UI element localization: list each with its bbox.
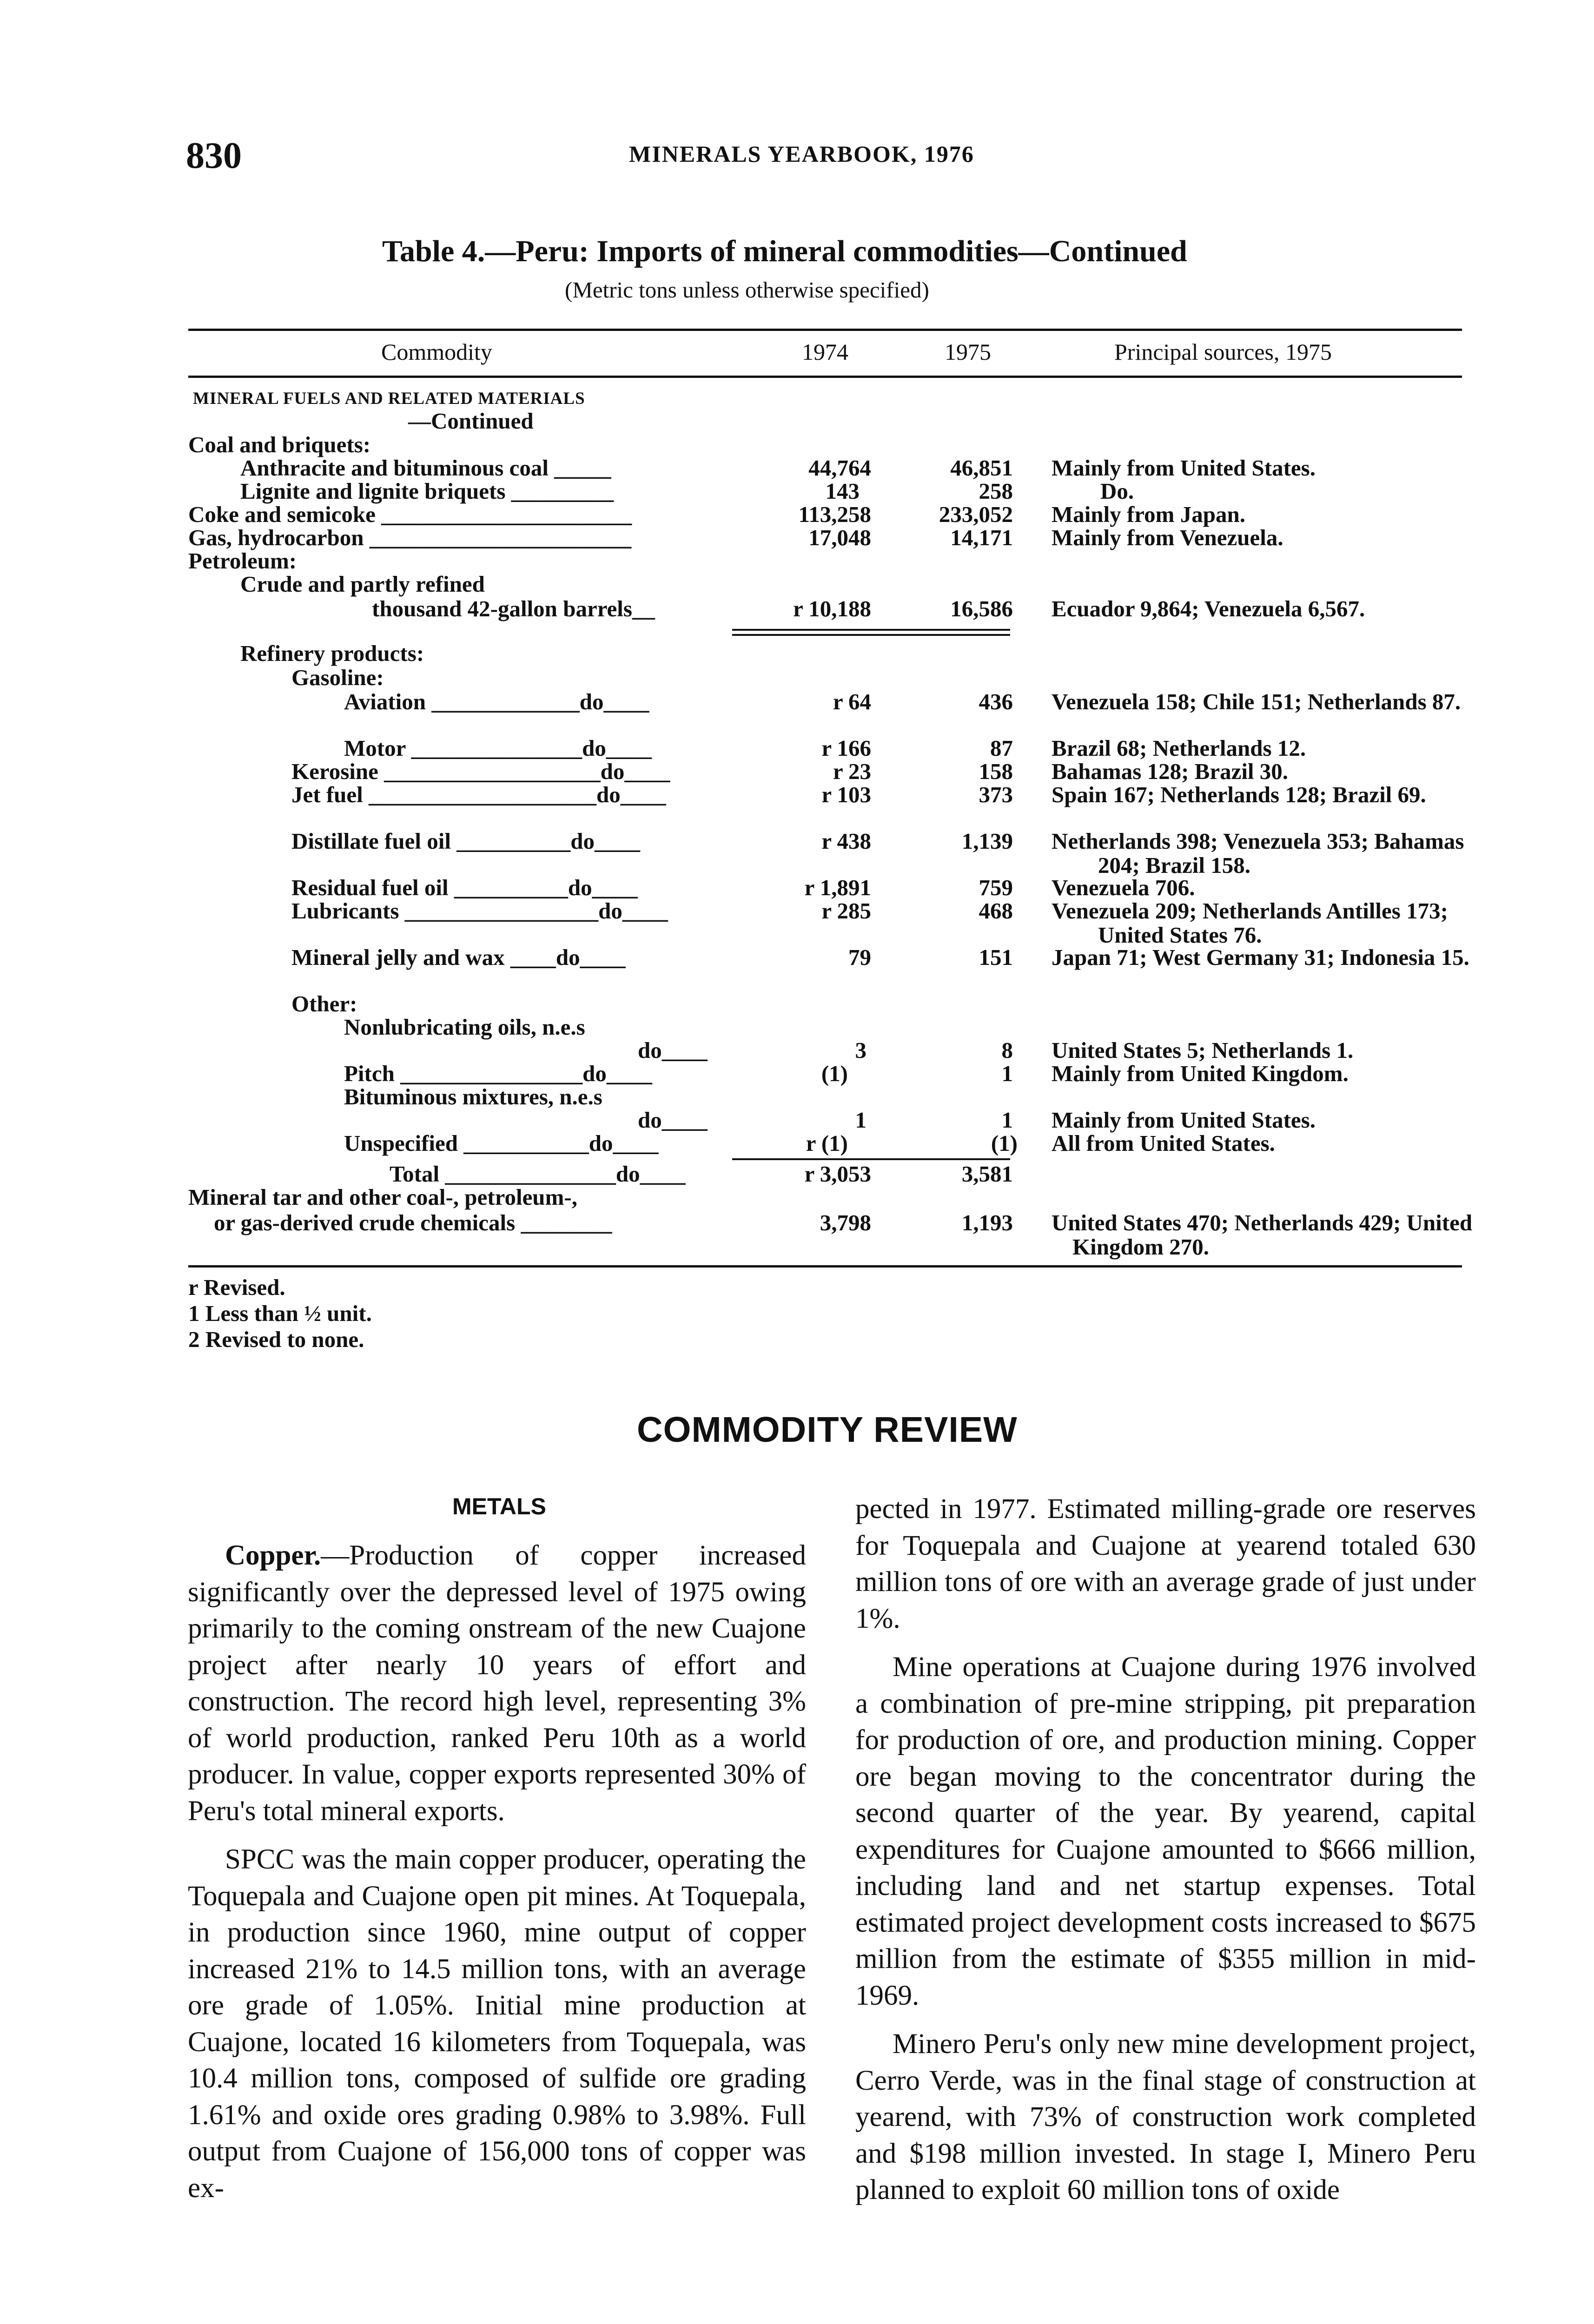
row-label: Lubricants _________________do____ (291, 898, 668, 924)
value-1974: r 10,188 (793, 596, 871, 621)
source-text: Do. (1100, 478, 1134, 504)
value-1975: 8 (1001, 1037, 1013, 1063)
value-1974: r 166 (821, 735, 871, 761)
footnote: 2 Revised to none. (188, 1327, 364, 1352)
value-1974: r 285 (821, 898, 871, 924)
right-column (855, 1491, 1476, 2221)
source-text: Venezuela 209; Netherlands Antilles 173; United States 76. (1052, 898, 1448, 948)
row-label: Nonlubricating oils, n.e.s (344, 1014, 585, 1040)
value-1974: 143 (825, 478, 860, 504)
row-label: Pitch ________________do____ (344, 1061, 652, 1086)
row-label: Coal and briquets: (188, 432, 371, 457)
row-label: Petroleum: (188, 548, 297, 574)
runin-heading: Copper. (225, 1540, 321, 1571)
source-text: Mainly from United States. (1052, 1107, 1316, 1133)
value-1974: r 438 (821, 828, 871, 854)
value-1975: 14,171 (950, 525, 1013, 550)
subtotal-rule (732, 634, 1010, 636)
value-1975: 46,851 (950, 455, 1013, 481)
row-label: Crude and partly refined (240, 571, 485, 597)
col-header-1974: 1974 (802, 339, 848, 365)
value-1974: 79 (848, 944, 871, 970)
value-1974: 17,048 (808, 525, 871, 550)
row-label: do____ (638, 1037, 708, 1063)
source-text: Netherlands 398; Venezuela 353; Bahamas 204; Brazil 158. (1052, 828, 1464, 878)
paragraph: SPCC was the main copper producer, operating the Toquepala and Cuajone open pit mines. At Toquepala, in production since 1960, mine output of copper increased 21% to 14.5 million tons, with an average ore grade of 1.05%. Initial mine production at Cuajone, located 16 kilometers from Toquepala, was 10.4 million tons, composed of sulfide ore grading 1.61% and oxide ores grading 0.98% to 3.98%. Full output from Cuajone of 156,000 tons of copper was ex- (188, 1844, 806, 2204)
value-1975: (1) (991, 1130, 1018, 1156)
value-1974: r (1) (806, 1130, 848, 1156)
value-1975: 1,139 (961, 828, 1013, 854)
row-label: Lignite and lignite briquets _________ (240, 478, 614, 504)
value-1974: 1 (855, 1107, 866, 1133)
row-label: Coke and semicoke ______________________ (188, 502, 632, 527)
section-heading: COMMODITY REVIEW (637, 1410, 1018, 1450)
source-text: Brazil 68; Netherlands 12. (1052, 735, 1306, 761)
value-1974: 3,798 (820, 1210, 871, 1235)
value-1974: 3 (855, 1037, 866, 1063)
source-text: Venezuela 706. (1052, 875, 1195, 900)
left-column (188, 1538, 806, 2218)
row-label: Total _______________do____ (390, 1161, 686, 1187)
row-label: Other: (291, 991, 357, 1017)
row-label: Bituminous mixtures, n.e.s (344, 1084, 602, 1109)
table-title: Table 4.—Peru: Imports of mineral commodities—Continued (382, 234, 1187, 268)
paragraph: Minero Peru's only new mine development project, Cerro Verde, was in the final stage of construction at yearend, with 73% of construction work completed and $198 million invested. In stage I, Minero Peru planned to exploit 60 million tons of oxide (855, 2028, 1476, 2205)
value-1975: 1 (1001, 1061, 1013, 1086)
row-label: Mineral tar and other coal-, petroleum-, (188, 1184, 577, 1210)
subsection-heading: METALS (452, 1493, 546, 1519)
value-1974: 113,258 (798, 502, 871, 527)
row-label: or gas-derived crude chemicals ________ (214, 1210, 612, 1235)
source-text: Mainly from United States. (1052, 455, 1316, 481)
row-label: —Continued (408, 408, 534, 434)
row-label: Anthracite and bituminous coal _____ (240, 455, 611, 481)
col-header-1975: 1975 (945, 339, 991, 365)
value-1974: r 23 (833, 759, 871, 784)
source-text: Mainly from Japan. (1052, 502, 1245, 527)
value-1975: 233,052 (939, 502, 1013, 527)
value-1975: 759 (979, 875, 1013, 900)
value-1975: 373 (979, 782, 1013, 807)
value-1974: r 1,891 (804, 875, 871, 900)
page-number: 830 (186, 135, 242, 176)
table-footnotes (188, 1274, 372, 1353)
row-label: Jet fuel ____________________do____ (291, 782, 666, 807)
value-1974: 44,764 (808, 455, 871, 481)
row-label: MINERAL FUELS AND RELATED MATERIALS (193, 389, 585, 408)
row-label: Residual fuel oil __________do____ (291, 875, 638, 900)
source-text: Mainly from Venezuela. (1052, 525, 1283, 550)
value-1974: r 103 (821, 782, 871, 807)
table-subtitle: (Metric tons unless otherwise specified) (565, 277, 929, 303)
value-1975: 1 (1001, 1107, 1013, 1133)
value-1975: 151 (979, 944, 1013, 970)
value-1975: 87 (990, 735, 1013, 761)
source-text: United States 470; Netherlands 429; United Kingdom 270. (1052, 1210, 1473, 1260)
paragraph: pected in 1977. Estimated milling-grade ore reserves for Toquepala and Cuajone at yearend totaled 630 million tons of ore with an average grade of just under 1%. (855, 1493, 1476, 1634)
total-rule (732, 1158, 1010, 1160)
value-1974: r 64 (833, 689, 871, 714)
source-text: Ecuador 9,864; Venezuela 6,567. (1052, 596, 1365, 621)
col-header-sources: Principal sources, 1975 (1114, 339, 1332, 365)
source-text: Japan 71; West Germany 31; Indonesia 15. (1052, 944, 1469, 970)
source-text: United States 5; Netherlands 1. (1052, 1037, 1354, 1063)
row-label: Motor _______________do____ (344, 735, 652, 761)
value-1975: 1,193 (961, 1210, 1013, 1235)
value-1975: 436 (979, 689, 1013, 714)
paragraph: Mine operations at Cuajone during 1976 involved a combination of pre-mine stripping, pit preparation for production of ore, and production mining. Copper ore began moving to the concentrator during the second quarter of the year. By yearend, capital expenditures for Cuajone amounted to $666 million, including land and net startup expenses. Total estimated project development costs increased to $675 million from the estimate of $355 million in mid-1969. (855, 1651, 1476, 2011)
col-header-commodity: Commodity (381, 339, 492, 365)
running-head: MINERALS YEARBOOK, 1976 (629, 141, 974, 167)
source-text: Bahamas 128; Brazil 30. (1052, 759, 1289, 784)
footnote: 1 Less than ½ unit. (188, 1301, 372, 1326)
row-label: Gas, hydrocarbon _______________________ (188, 525, 632, 550)
row-label: Gasoline: (291, 665, 384, 690)
row-label: Mineral jelly and wax ____do____ (291, 944, 626, 970)
paragraph (188, 1538, 806, 1829)
value-1975: 468 (979, 898, 1013, 924)
source-text: Mainly from United Kingdom. (1052, 1061, 1349, 1086)
source-text: All from United States. (1052, 1130, 1275, 1156)
value-1974: r 3,053 (804, 1161, 871, 1187)
paragraph-text: —Production of copper increased significantly over the depressed level of 1975 owing primarily to the coming onstream of the new Cuajone project after nearly 10 years of effort and construction. The record high level, representing 3% of world production, ranked Peru 10th as a world producer. In value, copper exports represented 30% of Peru's total mineral exports. (188, 1540, 806, 1827)
value-1975: 158 (979, 759, 1013, 784)
source-text: Venezuela 158; Chile 151; Netherlands 87. (1052, 689, 1461, 714)
footnote: r Revised. (188, 1274, 285, 1300)
row-label: Aviation _____________do____ (344, 689, 649, 714)
row-label: Unspecified ___________do____ (344, 1130, 659, 1156)
row-label: Kerosine ___________________do____ (291, 759, 670, 784)
row-label: Distillate fuel oil __________do____ (291, 828, 640, 854)
subtotal-rule (732, 629, 1010, 631)
value-1974: (1) (821, 1061, 848, 1086)
table-bottom-rule (188, 1265, 1462, 1268)
row-label: thousand 42-gallon barrels__ (372, 596, 655, 621)
value-1975: 258 (979, 478, 1013, 504)
row-label: Refinery products: (240, 640, 424, 666)
value-1975: 3,581 (961, 1161, 1013, 1187)
value-1975: 16,586 (950, 596, 1013, 621)
source-text: Spain 167; Netherlands 128; Brazil 69. (1052, 782, 1426, 807)
row-label: do____ (638, 1107, 708, 1133)
